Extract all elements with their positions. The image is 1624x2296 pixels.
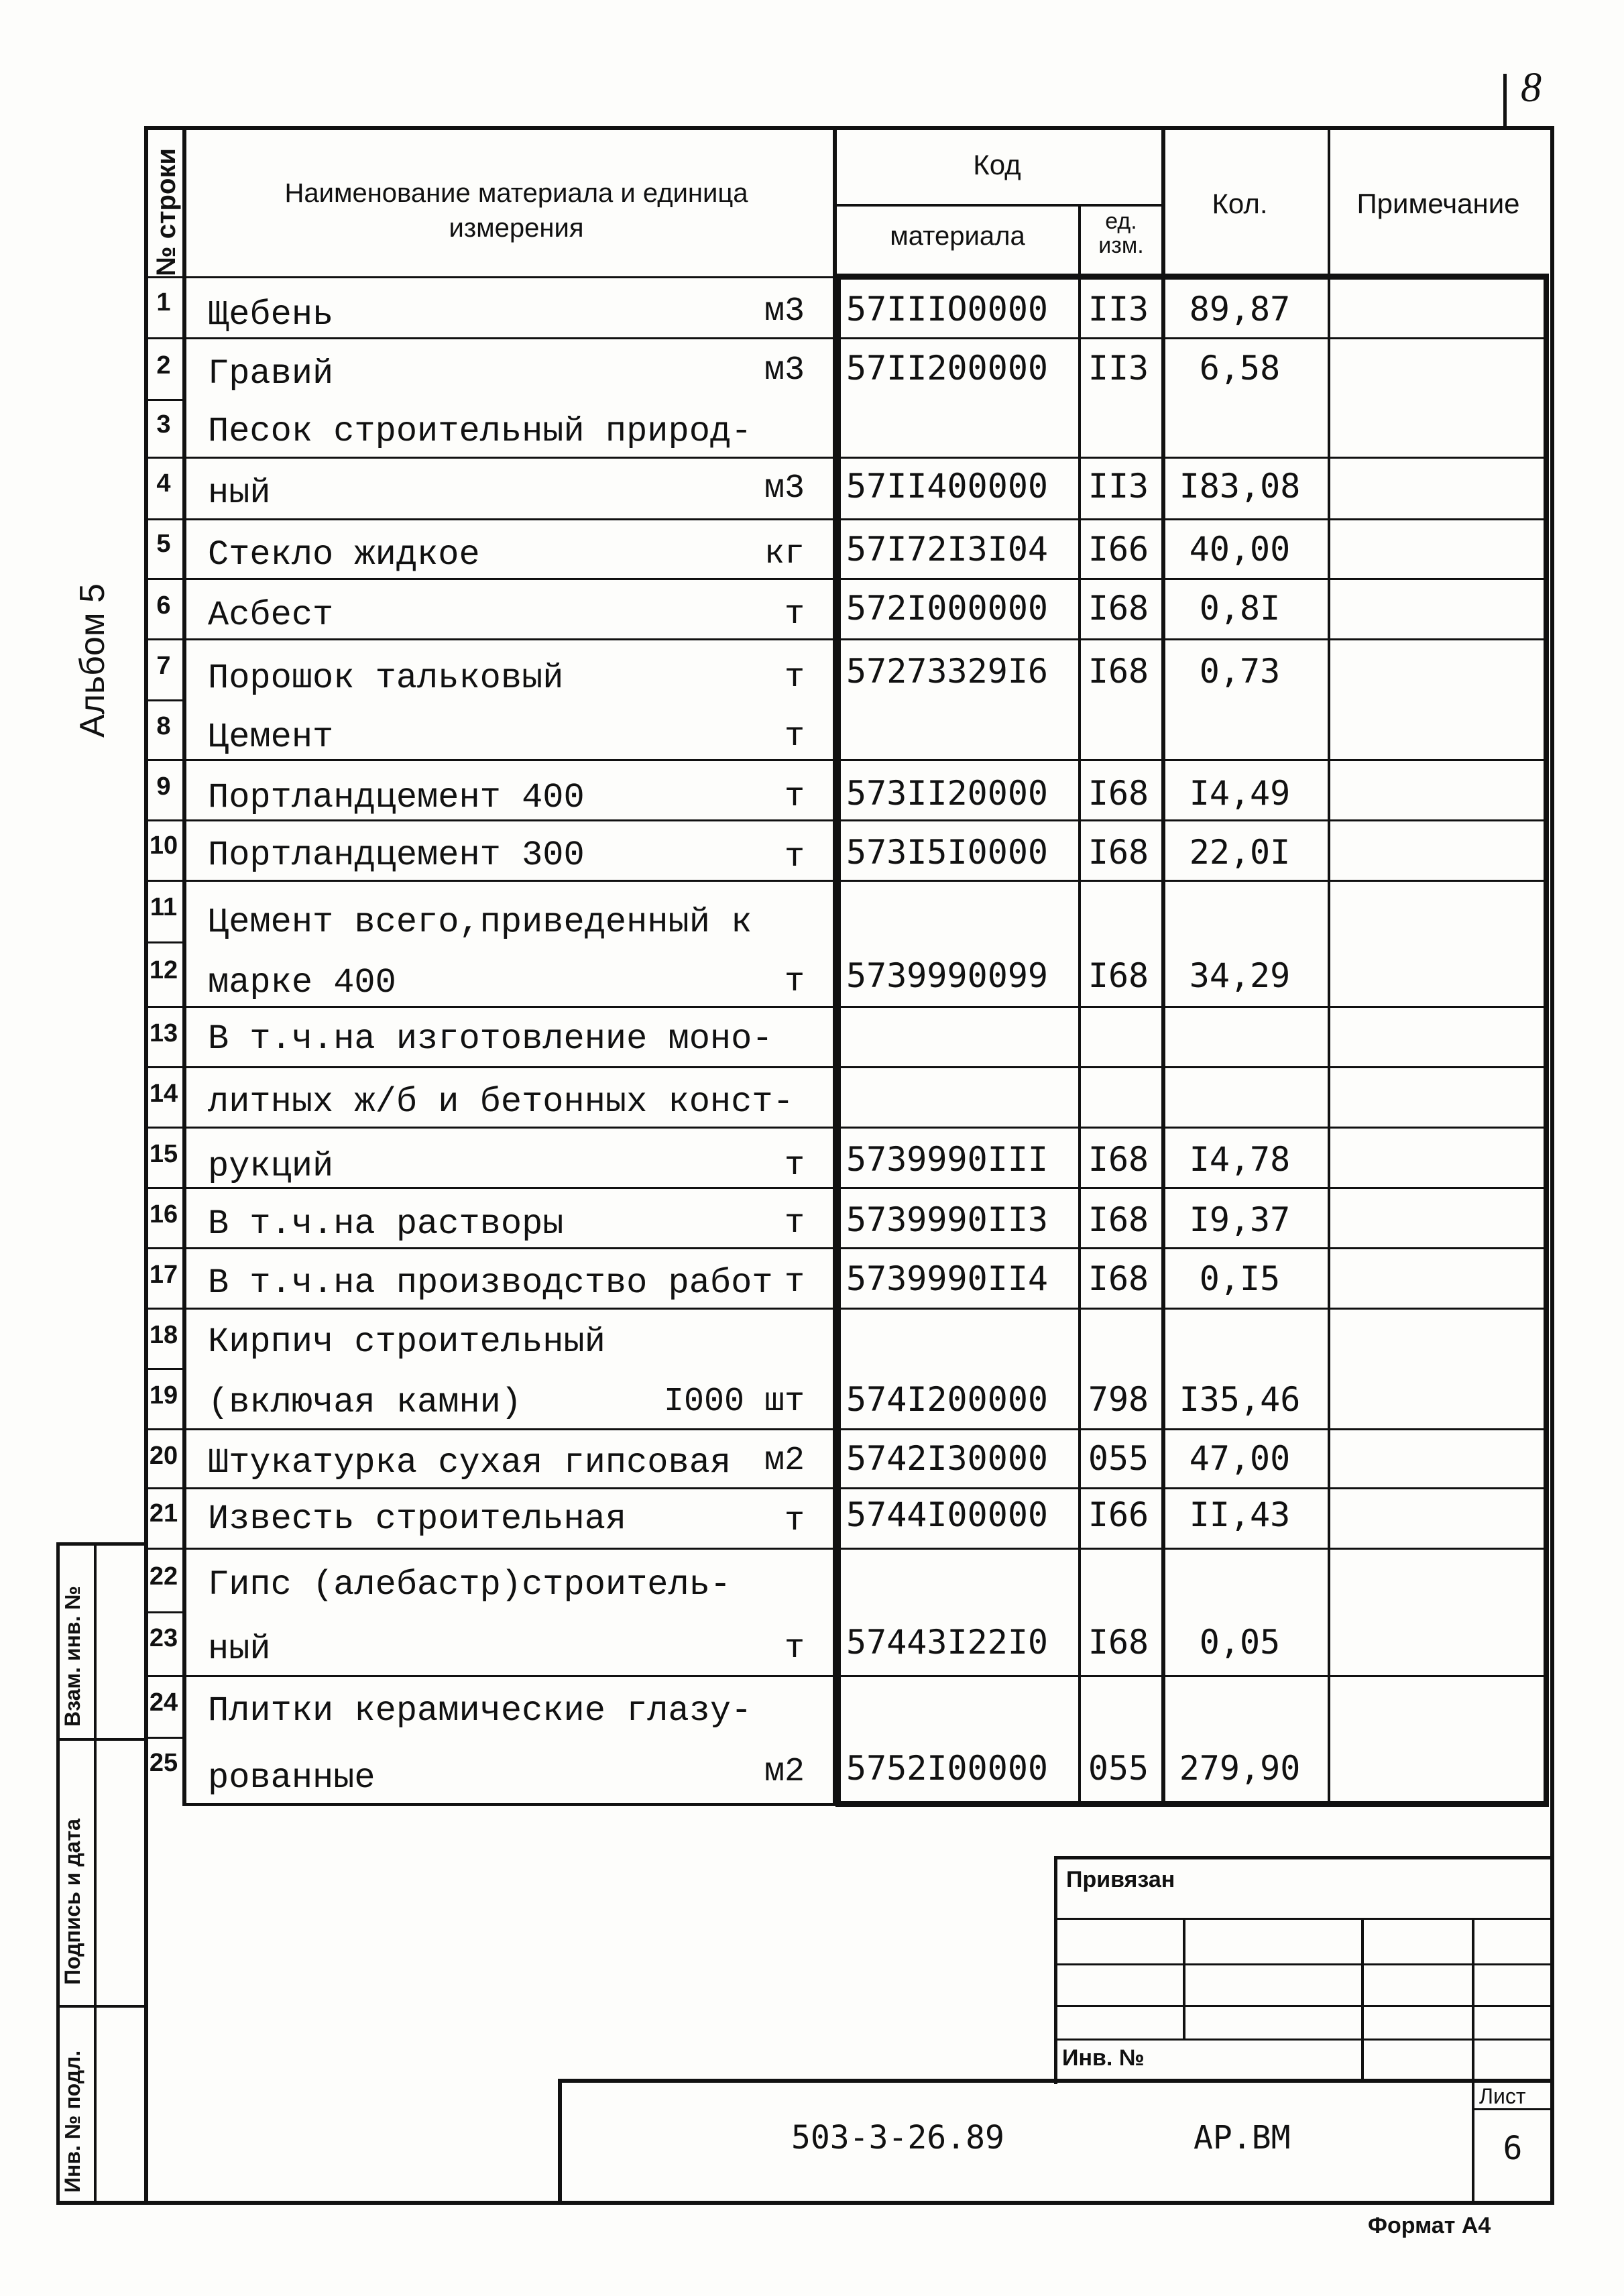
page-number: 8: [1521, 65, 1542, 111]
header-unit-code: ед. изм.: [1098, 209, 1144, 258]
header-row-no: № строки: [152, 148, 181, 276]
stamp-sheet-label: Лист: [1479, 2084, 1526, 2108]
stamp-bound: Привязан: [1066, 1867, 1175, 1892]
header-qty: Кол.: [1212, 188, 1268, 219]
stamp-doc-section: АР.ВМ: [1194, 2119, 1291, 2157]
stamp-sheet-no: 6: [1503, 2130, 1523, 2167]
header-material: материала: [890, 221, 1025, 251]
header-note: Примечание: [1356, 188, 1520, 219]
header-code: Код: [973, 149, 1021, 180]
album-label: Альбом 5: [73, 583, 112, 738]
stamp-inv-no: Инв. №: [1062, 2045, 1145, 2071]
header-name: Наименование материала и единица измерения: [284, 178, 748, 243]
stamp-doc-code: 503-3-26.89: [791, 2119, 1004, 2157]
side-vzam: Взам. инв. №: [60, 1586, 84, 1727]
format-label: Формат А4: [1368, 2213, 1491, 2238]
side-sign: Подпись и дата: [60, 1819, 84, 1985]
side-inv-podl: Инв. № подл.: [60, 2050, 84, 2193]
